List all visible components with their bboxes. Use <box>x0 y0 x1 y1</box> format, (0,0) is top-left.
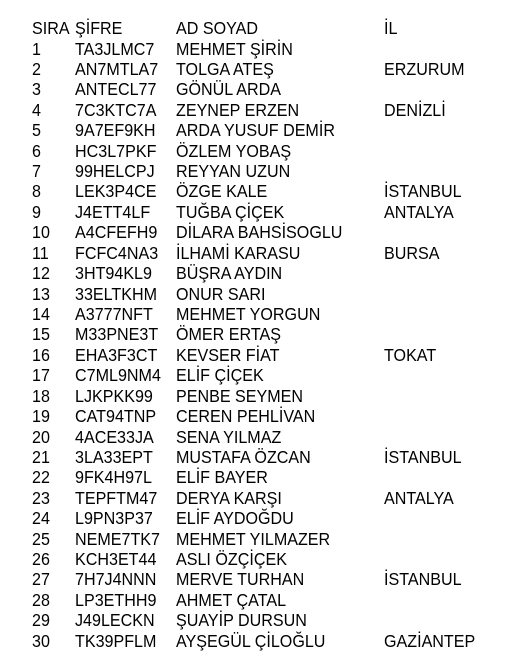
table-row <box>0 590 523 610</box>
cell-ad-soyad: ARDA YUSUF DEMİR <box>176 120 335 141</box>
cell-sifre: TA3JLMC7 <box>75 38 155 59</box>
cell-il: GAZİANTEP <box>384 630 476 651</box>
table-row <box>0 631 523 651</box>
cell-sifre: CAT94TNP <box>75 406 157 427</box>
table-row <box>0 284 523 304</box>
cell-sifre: 33ELTKHM <box>75 283 158 304</box>
table-row <box>0 529 523 549</box>
table-row <box>0 79 523 99</box>
cell-il: BURSA <box>384 242 440 263</box>
cell-ad-soyad: CEREN PEHLİVAN <box>176 406 316 427</box>
cell-sira: 1 <box>32 38 41 59</box>
table-row <box>0 304 523 324</box>
cell-sira: 2 <box>32 58 41 79</box>
table-row <box>0 100 523 120</box>
cell-ad-soyad: ELİF AYDOĞDU <box>176 508 294 529</box>
table-row <box>0 345 523 365</box>
cell-ad-soyad: AYŞEGÜL ÇİLOĞLU <box>176 630 326 651</box>
cell-sifre: 3HT94KL9 <box>75 263 152 284</box>
cell-sira: 19 <box>32 406 50 427</box>
cell-ad-soyad: MEHMET YILMAZER <box>176 528 331 549</box>
cell-sira: 17 <box>32 365 50 386</box>
table-row <box>0 610 523 630</box>
column-header-ad-soyad: AD SOYAD <box>176 18 259 38</box>
cell-sira: 4 <box>32 99 41 120</box>
cell-sifre: J49LECKN <box>75 610 155 631</box>
cell-sira: 6 <box>32 140 41 161</box>
cell-ad-soyad: DERYA KARŞI <box>176 487 282 508</box>
cell-il: İSTANBUL <box>384 446 462 467</box>
table-row <box>0 488 523 508</box>
cell-sifre: AN7MTLA7 <box>75 58 159 79</box>
cell-il: ERZURUM <box>384 58 465 79</box>
cell-ad-soyad: BÜŞRA AYDIN <box>176 263 283 284</box>
cell-sira: 16 <box>32 344 50 365</box>
cell-ad-soyad: REYYAN UZUN <box>176 161 291 181</box>
table-row <box>0 386 523 406</box>
cell-sira: 27 <box>32 569 50 590</box>
cell-ad-soyad: MEHMET YORGUN <box>176 304 321 324</box>
table-header-row <box>0 18 523 38</box>
table-row <box>0 569 523 589</box>
cell-ad-soyad: ÖZGE KALE <box>176 181 268 202</box>
cell-sifre: 7H7J4NNN <box>75 569 157 590</box>
cell-ad-soyad: ÖZLEM YOBAŞ <box>176 140 292 161</box>
table-row <box>0 549 523 569</box>
cell-ad-soyad: PENBE SEYMEN <box>176 385 304 406</box>
cell-sifre: TK39PFLM <box>75 630 157 651</box>
cell-sifre: 4ACE33JA <box>75 426 154 447</box>
cell-sira: 5 <box>32 120 41 141</box>
cell-ad-soyad: MUSTAFA ÖZCAN <box>176 446 311 467</box>
cell-ad-soyad: SENA YILMAZ <box>176 426 282 447</box>
table-row <box>0 141 523 161</box>
cell-sira: 9 <box>32 201 41 222</box>
cell-sira: 26 <box>32 549 50 569</box>
cell-sifre: NEME7TK7 <box>75 528 160 549</box>
cell-il: İSTANBUL <box>384 569 462 590</box>
cell-sira: 3 <box>32 79 41 100</box>
cell-sifre: L9PN3P37 <box>75 508 153 529</box>
cell-ad-soyad: MERVE TURHAN <box>176 569 305 590</box>
cell-sifre: 9A7EF9KH <box>75 120 156 141</box>
cell-sifre: 9FK4H97L <box>75 467 152 488</box>
table-row <box>0 120 523 140</box>
cell-sira: 10 <box>32 222 50 243</box>
cell-sifre: HC3L7PKF <box>75 140 157 161</box>
cell-sifre: TEPFTM47 <box>75 487 158 508</box>
cell-ad-soyad: TUĞBA ÇİÇEK <box>176 201 285 222</box>
cell-ad-soyad: ŞUAYİP DURSUN <box>176 610 307 631</box>
cell-ad-soyad: GÖNÜL ARDA <box>176 79 281 100</box>
table-row <box>0 263 523 283</box>
cell-sira: 21 <box>32 446 50 467</box>
cell-ad-soyad: ELİF BAYER <box>176 467 268 488</box>
cell-sira: 23 <box>32 487 50 508</box>
cell-sifre: ANTECL77 <box>75 79 157 100</box>
table-row <box>0 39 523 59</box>
cell-sifre: C7ML9NM4 <box>75 365 161 386</box>
cell-sifre: EHA3F3CT <box>75 344 158 365</box>
cell-sifre: 99HELCPJ <box>75 161 155 181</box>
cell-sifre: LJKPKK99 <box>75 385 153 406</box>
table-row <box>0 447 523 467</box>
table-row <box>0 324 523 344</box>
cell-ad-soyad: ELİF ÇİÇEK <box>176 365 264 386</box>
cell-sira: 29 <box>32 610 50 631</box>
cell-sira: 13 <box>32 283 50 304</box>
column-header-sira: SIRA <box>32 18 70 38</box>
column-header-sifre: ŞİFRE <box>75 18 123 38</box>
cell-il: ANTALYA <box>384 201 454 222</box>
cell-sira: 18 <box>32 385 50 406</box>
cell-ad-soyad: ASLI ÖZÇİÇEK <box>176 549 287 569</box>
column-header-il: İL <box>384 18 398 38</box>
cell-sira: 11 <box>32 242 49 263</box>
cell-sira: 12 <box>32 263 50 284</box>
cell-sira: 15 <box>32 324 50 345</box>
cell-sira: 22 <box>32 467 50 488</box>
cell-ad-soyad: MEHMET ŞİRİN <box>176 38 293 59</box>
cell-il: ANTALYA <box>384 487 454 508</box>
cell-sira: 24 <box>32 508 50 529</box>
cell-ad-soyad: ÖMER ERTAŞ <box>176 324 281 345</box>
cell-sira: 20 <box>32 426 50 447</box>
cell-il: TOKAT <box>384 344 437 365</box>
cell-ad-soyad: KEVSER FİAT <box>176 344 280 365</box>
cell-sifre: 7C3KTC7A <box>75 99 157 120</box>
cell-ad-soyad: DİLARA BAHSİSOGLU <box>176 222 343 243</box>
table-row <box>0 467 523 487</box>
cell-sifre: FCFC4NA3 <box>75 242 159 263</box>
cell-sifre: M33PNE3T <box>75 324 159 345</box>
cell-ad-soyad: ONUR SARI <box>176 283 266 304</box>
table-row <box>0 222 523 242</box>
cell-ad-soyad: ZEYNEP ERZEN <box>176 99 300 120</box>
table-row <box>0 406 523 426</box>
table-row <box>0 161 523 181</box>
table-row <box>0 181 523 201</box>
cell-ad-soyad: AHMET ÇATAL <box>176 589 287 610</box>
table-row <box>0 59 523 79</box>
cell-sifre: KCH3ET44 <box>75 549 157 569</box>
table-row <box>0 427 523 447</box>
cell-sira: 8 <box>32 181 41 202</box>
cell-sira: 28 <box>32 589 50 610</box>
cell-sira: 14 <box>32 304 50 324</box>
cell-sifre: 3LA33EPT <box>75 446 153 467</box>
cell-sifre: LEK3P4CE <box>75 181 157 202</box>
table-row <box>0 243 523 263</box>
cell-ad-soyad: İLHAMİ KARASU <box>176 242 301 263</box>
cell-sira: 7 <box>32 161 41 181</box>
table-row <box>0 508 523 528</box>
cell-sifre: LP3ETHH9 <box>75 589 157 610</box>
cell-il: DENİZLİ <box>384 99 446 120</box>
cell-il: İSTANBUL <box>384 181 462 202</box>
cell-sifre: J4ETT4LF <box>75 201 151 222</box>
cell-sira: 30 <box>32 630 50 651</box>
cell-sifre: A3777NFT <box>75 304 153 324</box>
table-row <box>0 202 523 222</box>
table-row <box>0 365 523 385</box>
cell-sira: 25 <box>32 528 50 549</box>
cell-ad-soyad: TOLGA ATEŞ <box>176 58 274 79</box>
cell-sifre: A4CFEFH9 <box>75 222 158 243</box>
